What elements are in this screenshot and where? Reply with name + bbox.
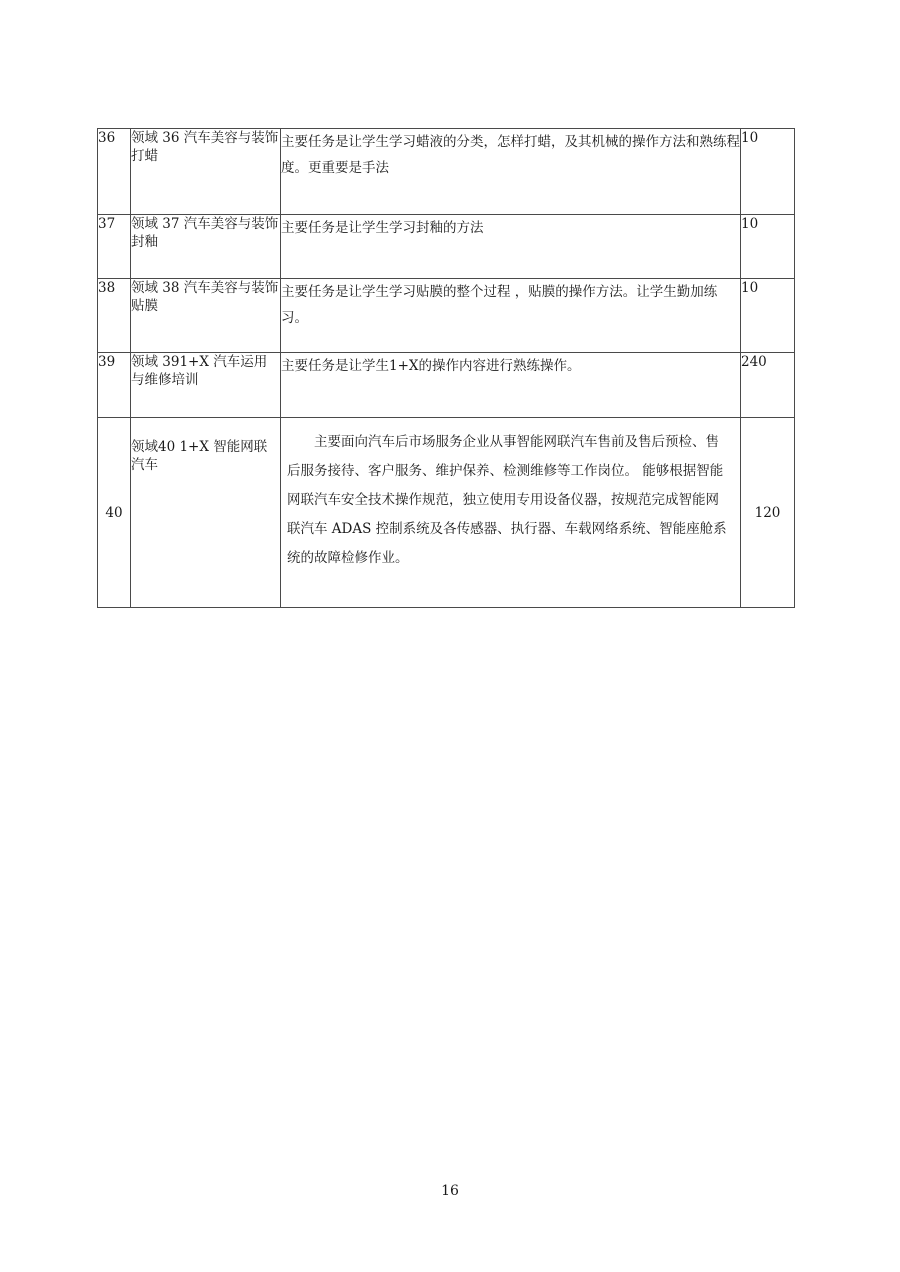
course-table (97, 128, 795, 608)
learning-area: 领域 37 汽车美容与装饰 封釉 (131, 215, 281, 279)
table-row (98, 279, 795, 353)
class-hours: 10 (741, 279, 795, 353)
task-description: 主要任务是让学生学习封釉的方法 (281, 215, 741, 279)
task-description: 主要任务是让学生学习贴膜的整个过程 ，贴膜的操作方法。让学生勤加练习。 (281, 279, 741, 353)
row-number: 36 (98, 129, 131, 215)
learning-area: 领域 391+X 汽车运用与维修培训 (131, 353, 281, 418)
row-number: 39 (98, 353, 131, 418)
task-description: 主要任务是让学生学习蜡液的分类，怎样打蜡，及其机械的操作方法和熟练程度。更重要是手法 (281, 129, 741, 215)
row-number: 37 (98, 215, 131, 279)
class-hours: 10 (741, 129, 795, 215)
table-row (98, 129, 795, 215)
page-number: 16 (441, 1183, 459, 1199)
task-description: 主要面向汽车后市场服务企业从事智能网联汽车售前及售后预检、售后服务接待、客户服务、维护保养、检测维修等工作岗位。 能够根据智能网联汽车安全技术操作规范，独立使用专用设备仪器，按规范完成智能网联汽车 ADAS 控制系统及各传感器、执行器、车载网络系统、智能座舱系统的故障检修作业。 (281, 418, 741, 608)
row-number: 38 (98, 279, 131, 353)
row-number: 40 (98, 418, 131, 608)
learning-area: 领域40 1+X 智能网联汽车 (131, 418, 281, 608)
table-row (98, 215, 795, 279)
class-hours: 10 (741, 215, 795, 279)
learning-area: 领域 38 汽车美容与装饰 贴膜 (131, 279, 281, 353)
class-hours: 240 (741, 353, 795, 418)
class-hours: 120 (741, 418, 795, 608)
learning-area: 领域 36 汽车美容与装饰打蜡 (131, 129, 281, 215)
table-row (98, 353, 795, 418)
task-description: 主要任务是让学生1+X的操作内容进行熟练操作。 (281, 353, 741, 418)
table-row (98, 418, 795, 608)
